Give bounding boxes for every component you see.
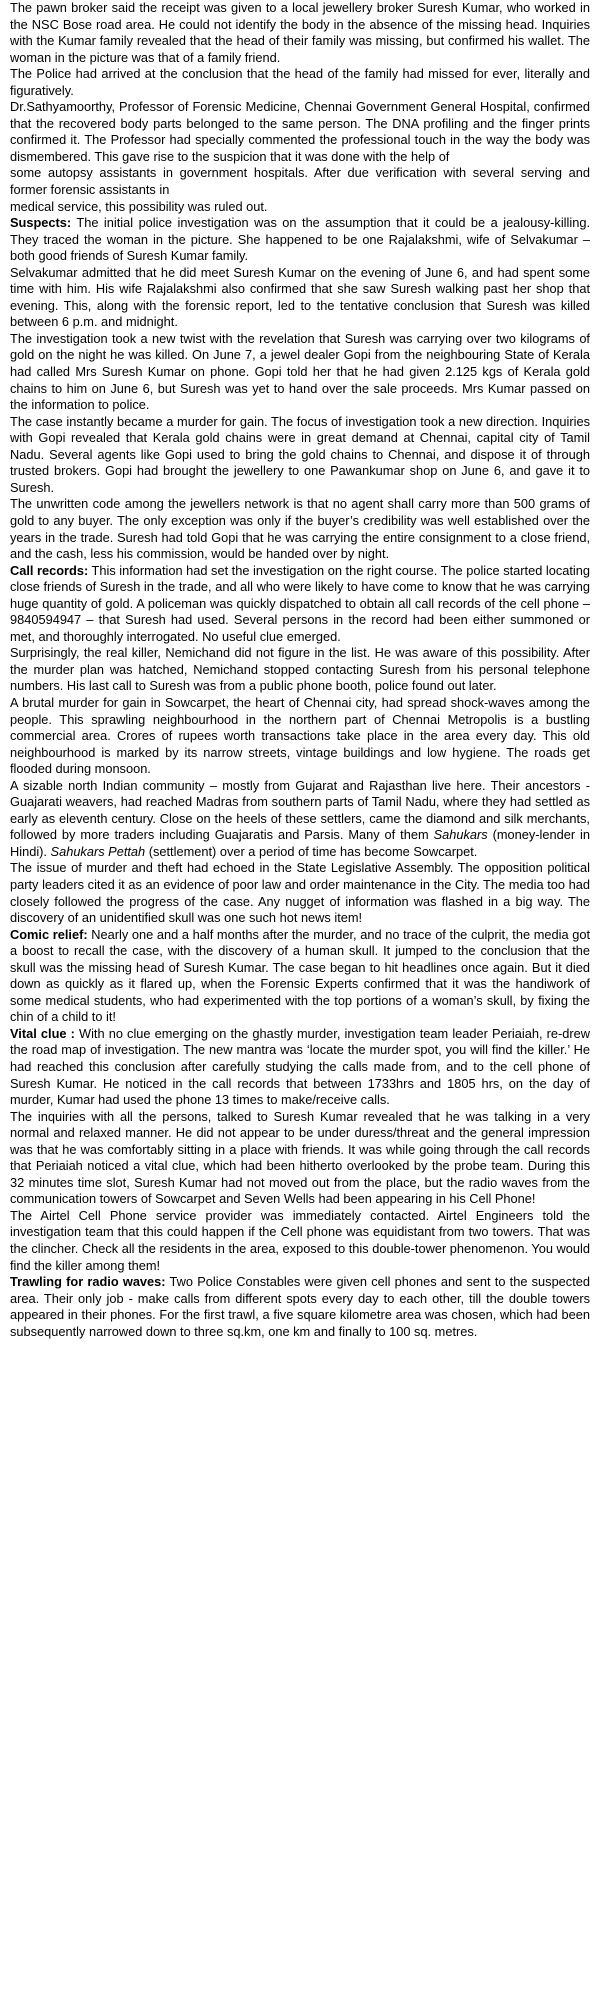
body-paragraph <box>10 66 590 99</box>
paragraph-text: Dr.Sathyamoorthy, Professor of Forensic Medicine, Chennai Government General Hospital, confirmed that the recovered body parts belonged to the same person. The DNA profiling and the finger prints confirmed it. The Professor had specially commented the professional touch in the way the body was dismembered. This gave rise to the suspicion that it was done with the help of <box>10 99 590 164</box>
body-paragraph <box>10 199 590 216</box>
paragraph-text: some autopsy assistants in government hospitals. After due verification with several serving and former forensic assistants in <box>10 165 590 198</box>
paragraph-text: This information had set the investigation on the right course. The police started locating close friends of Suresh in the trade, and all who were likely to have come to know that he was carrying huge quantity of gold. A policeman was quickly dispatched to obtain all call records of the cell phone – 9840594947 – that Suresh had used. Several persons in the record had been either summoned or met, and thoroughly interrogated. No useful clue emerged. <box>10 562 590 644</box>
paragraph-text: The unwritten code among the jewellers network is that no agent shall carry more than 500 grams of gold to any buyer. The only exception was only if the buyer’s credibility was well established over the years in the trade. Suresh had told Gopi that he was carrying the entire consignment to a close friend, and the cash, less his commission, would be handed over by night. <box>10 496 590 562</box>
body-paragraph <box>10 860 590 926</box>
paragraph-text: The Airtel Cell Phone service provider was immediately contacted. Airtel Engineers told the investigation team that this could happen if the Cell phone was equidistant from two towers. That was the clincher. Check all the residents in the area, exposed to this double-tower phenomenon. You would find the killer among them! <box>10 1207 590 1273</box>
paragraph-text: The Police had arrived at the conclusion that the head of the family had missed for ever, literally and figuratively. <box>10 66 590 98</box>
paragraph-lead-heading: Suspects: <box>10 215 72 231</box>
body-paragraph <box>10 1109 590 1208</box>
body-paragraph <box>10 778 590 861</box>
paragraph-lead-heading: Vital clue : <box>10 1025 75 1041</box>
paragraph-text: Nearly one and a half months after the murder, and no trace of the culprit, the media got a boost to recall the case, with the discovery of a human skull. It jumped to the conclusion that the skull was the missing head of Suresh Kumar. The case began to hit headlines once again. But it died down as quickly as it flared up, when the Forensic Experts confirmed that it was the handiwork of some medical students, who had experimented with the top portions of a woman’s skull, by fixing the chin of a child to it! <box>10 926 590 1025</box>
paragraph-lead-heading: Call records: <box>10 562 89 578</box>
body-paragraph <box>10 331 590 414</box>
paragraph-lead-heading: Comic relief: <box>10 926 88 942</box>
paragraph-text: Surprisingly, the real killer, Nemichand did not figure in the list. He was aware of this possibility. After the murder plan was hatched, Nemichand stopped contacting Suresh from his personal telephone numbers. His last call to Suresh was from a public phone booth, police found out later. <box>10 645 590 694</box>
body-paragraph <box>10 165 590 198</box>
paragraph-text: The inquiries with all the persons, talked to Suresh Kumar revealed that he was talking in a very normal and relaxed manner. He did not appear to be under duress/threat and the general impression was that he was comfortably sitting in a place with friends. It was while going through the call records that Periaiah noticed a vital clue, which had been hitherto overlooked by the probe team. During this 32 minutes time slot, Suresh Kumar had not moved out from the place, but the radio waves from the communication towers of Sowcarpet and Seven Wells had been appearing in his Cell Phone! <box>10 1108 590 1207</box>
body-paragraph <box>10 1274 590 1340</box>
paragraph-text: medical service, this possibility was ruled out. <box>10 198 268 214</box>
body-paragraph <box>10 99 590 165</box>
paragraph-text: The issue of murder and theft had echoed in the State Legislative Assembly. The opposition political party leaders cited it as an evidence of poor law and order maintenance in the City. The media too had closely followed the progress of the case. Any nugget of information was flashed in a big way. The discovery of an unidentified skull was one such hot news item! <box>10 860 590 926</box>
paragraph-text: (money-lender in Hindi). <box>10 827 590 859</box>
paragraph-text: A brutal murder for gain in Sowcarpet, the heart of Chennai city, had spread shock-waves among the people. This sprawling neighbourhood in the northern part of Chennai Metropolis is a bustling commercial area. Crores of rupees worth transactions take place in the area every day. This old neighbourhood is marked by its narrow streets, vintage buildings and low hygiene. The roads get flooded during monsoon. <box>10 694 590 777</box>
body-paragraph <box>10 0 590 66</box>
body-paragraph <box>10 1208 590 1274</box>
paragraph-text: Two Police Constables were given cell phones and sent to the suspected area. Their only job - make calls from different spots every day to each other, till the double towers appeared in their phones. For the first trawl, a five square kilometre area was chosen, which had been subsequently narrowed down to three sq.km, one km and finally to 100 sq. metres. <box>10 1274 590 1339</box>
body-paragraph <box>10 414 590 497</box>
paragraph-text: The case instantly became a murder for gain. The focus of investigation took a new direction. Inquiries with Gopi revealed that Kerala gold chains were in great demand at Chennai, capital city of Tamil Nadu. Several agents like Gopi used to bring the gold chains to Chennai, and dispose it of through trusted brokers. Gopi had brought the jewellery to one Pawankumar shop on June 6, and gave it to Suresh. <box>10 413 590 495</box>
body-paragraph <box>10 695 590 778</box>
italic-term: Sahukars <box>433 827 488 843</box>
paragraph-text: The initial police investigation was on the assumption that it could be a jealousy-killing. They traced the woman in the picture. She happened to be one Rajalakshmi, wife of Selvakumar – both good friends of Suresh Kumar family. <box>10 215 590 264</box>
body-paragraph <box>10 645 590 695</box>
paragraph-text: The pawn broker said the receipt was given to a local jewellery broker Suresh Kumar, who worked in the NSC Bose road area. He could not identify the body in the absence of the missing head. Inquiries with the Kumar family revealed that the head of their family was missing, but confirmed his wallet. The woman in the picture was that of a family friend. <box>10 0 590 65</box>
body-paragraph <box>10 1026 590 1109</box>
paragraph-text: The investigation took a new twist with the revelation that Suresh was carrying over two kilograms of gold on the night he was killed. On June 7, a jewel dealer Gopi from the neighbouring State of Kerala had called Mrs Suresh Kumar on phone. Gopi told her that he had given 2.125 kgs of Kerala gold chains to him on June 6, but Suresh was yet to hand over the sale proceeds. Mrs Kumar passed on the information to police. <box>10 330 590 413</box>
body-paragraph <box>10 215 590 265</box>
body-paragraph <box>10 265 590 331</box>
paragraph-text: With no clue emerging on the ghastly murder, investigation team leader Periaiah, re-drew the road map of investigation. The new mantra was ‘locate the murder spot, you will find the killer.’ He had reached this conclusion after carefully studying the calls made from, and to the cell phone of Suresh Kumar. He noticed in the call records that between 1733hrs and 1805 hrs, on the day of murder, Kumar had used the phone 13 times to make/receive calls. <box>10 1025 590 1108</box>
paragraph-text: Selvakumar admitted that he did meet Suresh Kumar on the evening of June 6, and had spent some time with him. His wife Rajalakshmi also confirmed that she saw Suresh walking past her shop that evening. This, along with the forensic report, led to the tentative conclusion that Suresh was killed between 6 p.m. and midnight. <box>10 264 590 330</box>
paragraph-lead-heading: Trawling for radio waves: <box>10 1274 166 1290</box>
body-paragraph <box>10 496 590 562</box>
italic-term: Sahukars Pettah <box>50 843 146 859</box>
paragraph-text: (settlement) over a period of time has become Sowcarpet. <box>145 843 478 859</box>
body-paragraph <box>10 927 590 1026</box>
body-paragraph <box>10 563 590 646</box>
paragraph-text: A sizable north Indian community – mostly from Gujarat and Rajasthan live here. Their ancestors - Guajarati weavers, had reached Madras from southern parts of Tamil Nadu, where they had settled as early as eleventh century. Close on the heels of these settlers, came the diamond and silk merchants, followed by more traders including Guajaratis and Parsis. Many of them <box>10 777 590 843</box>
